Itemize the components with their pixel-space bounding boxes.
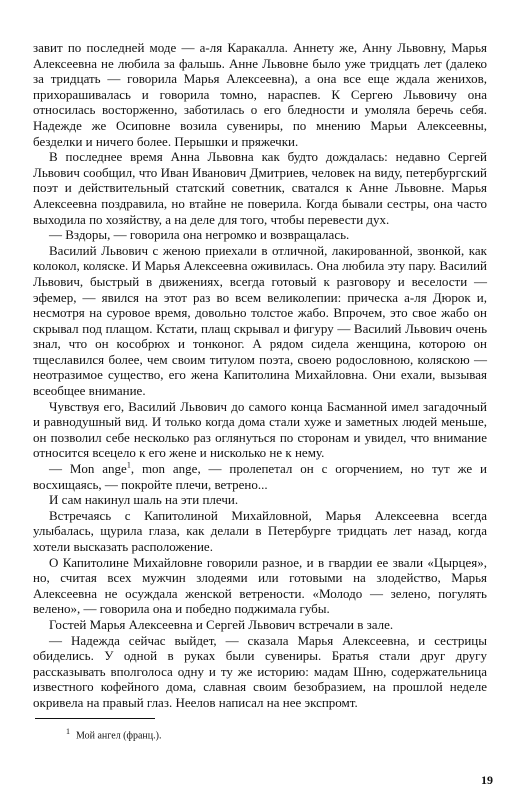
paragraph: завит по последней моде — а-ля Каракалла. Аннету же, Анну Львовну, Марья Алексеевна не любила за фальшь. Анне Львовне было уже тридцать лет (далеко за тридцать — говорила Марья Алексеевна), а она все еще ждала женихов, прихорашивалась и говорила томно, нараспев. К Сергею Львовичу она относилась восторженно, заботилась о его бледности и умоляла беречь себя. Надежде же Осиповне возила сувениры, по мнению Марьи Алексеевны, безделки и ничего более. Перышки и пряжечки. <box>33 40 487 149</box>
paragraph: Чувствуя его, Василий Львович до самого конца Басманной имел загадочный и равнодушный вид. И только когда дома стали хуже и заметных людей меньше, он позволил себе несколько раз оглянуться по сторонам и увидел, что внимание относится всецело к его жене и нисколько не к нему. <box>33 398 487 461</box>
footnote-marker: 1 <box>126 460 131 470</box>
quote-text: , mon ange, — пролепетал он с огорчением, но тут же и восхищаясь, — покройте плечи, ветрено... <box>33 461 487 492</box>
footnote <box>66 726 161 742</box>
paragraph: О Капитолине Михайловне говорили разное, и в гвардии ее звали «Цырцея», но, считая всех мужчин злодеями или готовыми на злодейство, Марья Алексеевна не осуждала женской ветрености. «Молодо — зелено, погулять велено», — говорила она и победно поджимала губы. <box>33 554 487 617</box>
body-text <box>33 40 487 711</box>
footnote-text: Мой ангел (франц.). <box>76 730 162 742</box>
page-number: 19 <box>481 773 493 787</box>
paragraph: — Надежда сейчас выйдет, — сказала Марья Алексеевна, и сестрицы обиделись. У одной в руках были сувениры. Братья стали друг другу рассказывать вполголоса одну и ту же историю: мадам Шню, содержательница известного кофейного дома, славная своим безобразием, на прошлой неделе окривела на правый глаз. Неелов написал на нее экспромт. <box>33 632 487 710</box>
paragraph: Гостей Марья Алексеевна и Сергей Львович встречали в зале. <box>49 616 394 632</box>
paragraph: Встречаясь с Капитолиной Михайловной, Марья Алексеевна всегда улыбалась, щурила глаза, как делали в Петербурге тридцать лет назад, когда хотели высказать расположение. <box>33 507 487 554</box>
footnote-divider <box>35 718 155 719</box>
footnote-number: 1 <box>66 727 70 736</box>
paragraph: Василий Львович с женою приехали в отличной, лакированной, звонкой, как колокол, коляске. И Марья Алексеевна оживилась. Она любила эту пару. Василий Львович, быстрый в движениях, всегда готовый к разговору и веселости — эфемер, — явился на этот раз во всем великолепии: прическа а-ля Дюрок и, несмотря на суровое время, довольно толстое жабо. Впрочем, это свое жабо он скрывал под плащом. Кстати, плащ скрывал и фигуру — Василий Львович очень знал, что он кособрюх и тонконог. А рядом сидела женщина, которою он тщеславился более, чем своим титулом поэта, своею родословною, коляскою — неотразимое существо, его жена Капитолина Михайловна. Они ехали, вызывая всеобщее внимание. <box>33 242 487 399</box>
quote-paragraph <box>33 461 487 492</box>
paragraph: — Вздоры, — говорила она негромко и возвращалась. <box>49 227 350 243</box>
paragraph: И сам накинул шаль на эти плечи. <box>49 492 239 508</box>
paragraph: В последнее время Анна Львовна как будто дождалась: недавно Сергей Львович сообщил, что Иван Иванович Дмитриев, человек на виду, петербургский поэт и действительный статский советник, сватался к Анне Львовне. Марья Алексеевна поздравила, но втайне не поверила. Когда бывали сестры, она часто выходила по хозяйству, а на деле для того, чтобы перевести дух. <box>33 149 487 227</box>
quote-text: — Mon ange <box>49 461 127 477</box>
